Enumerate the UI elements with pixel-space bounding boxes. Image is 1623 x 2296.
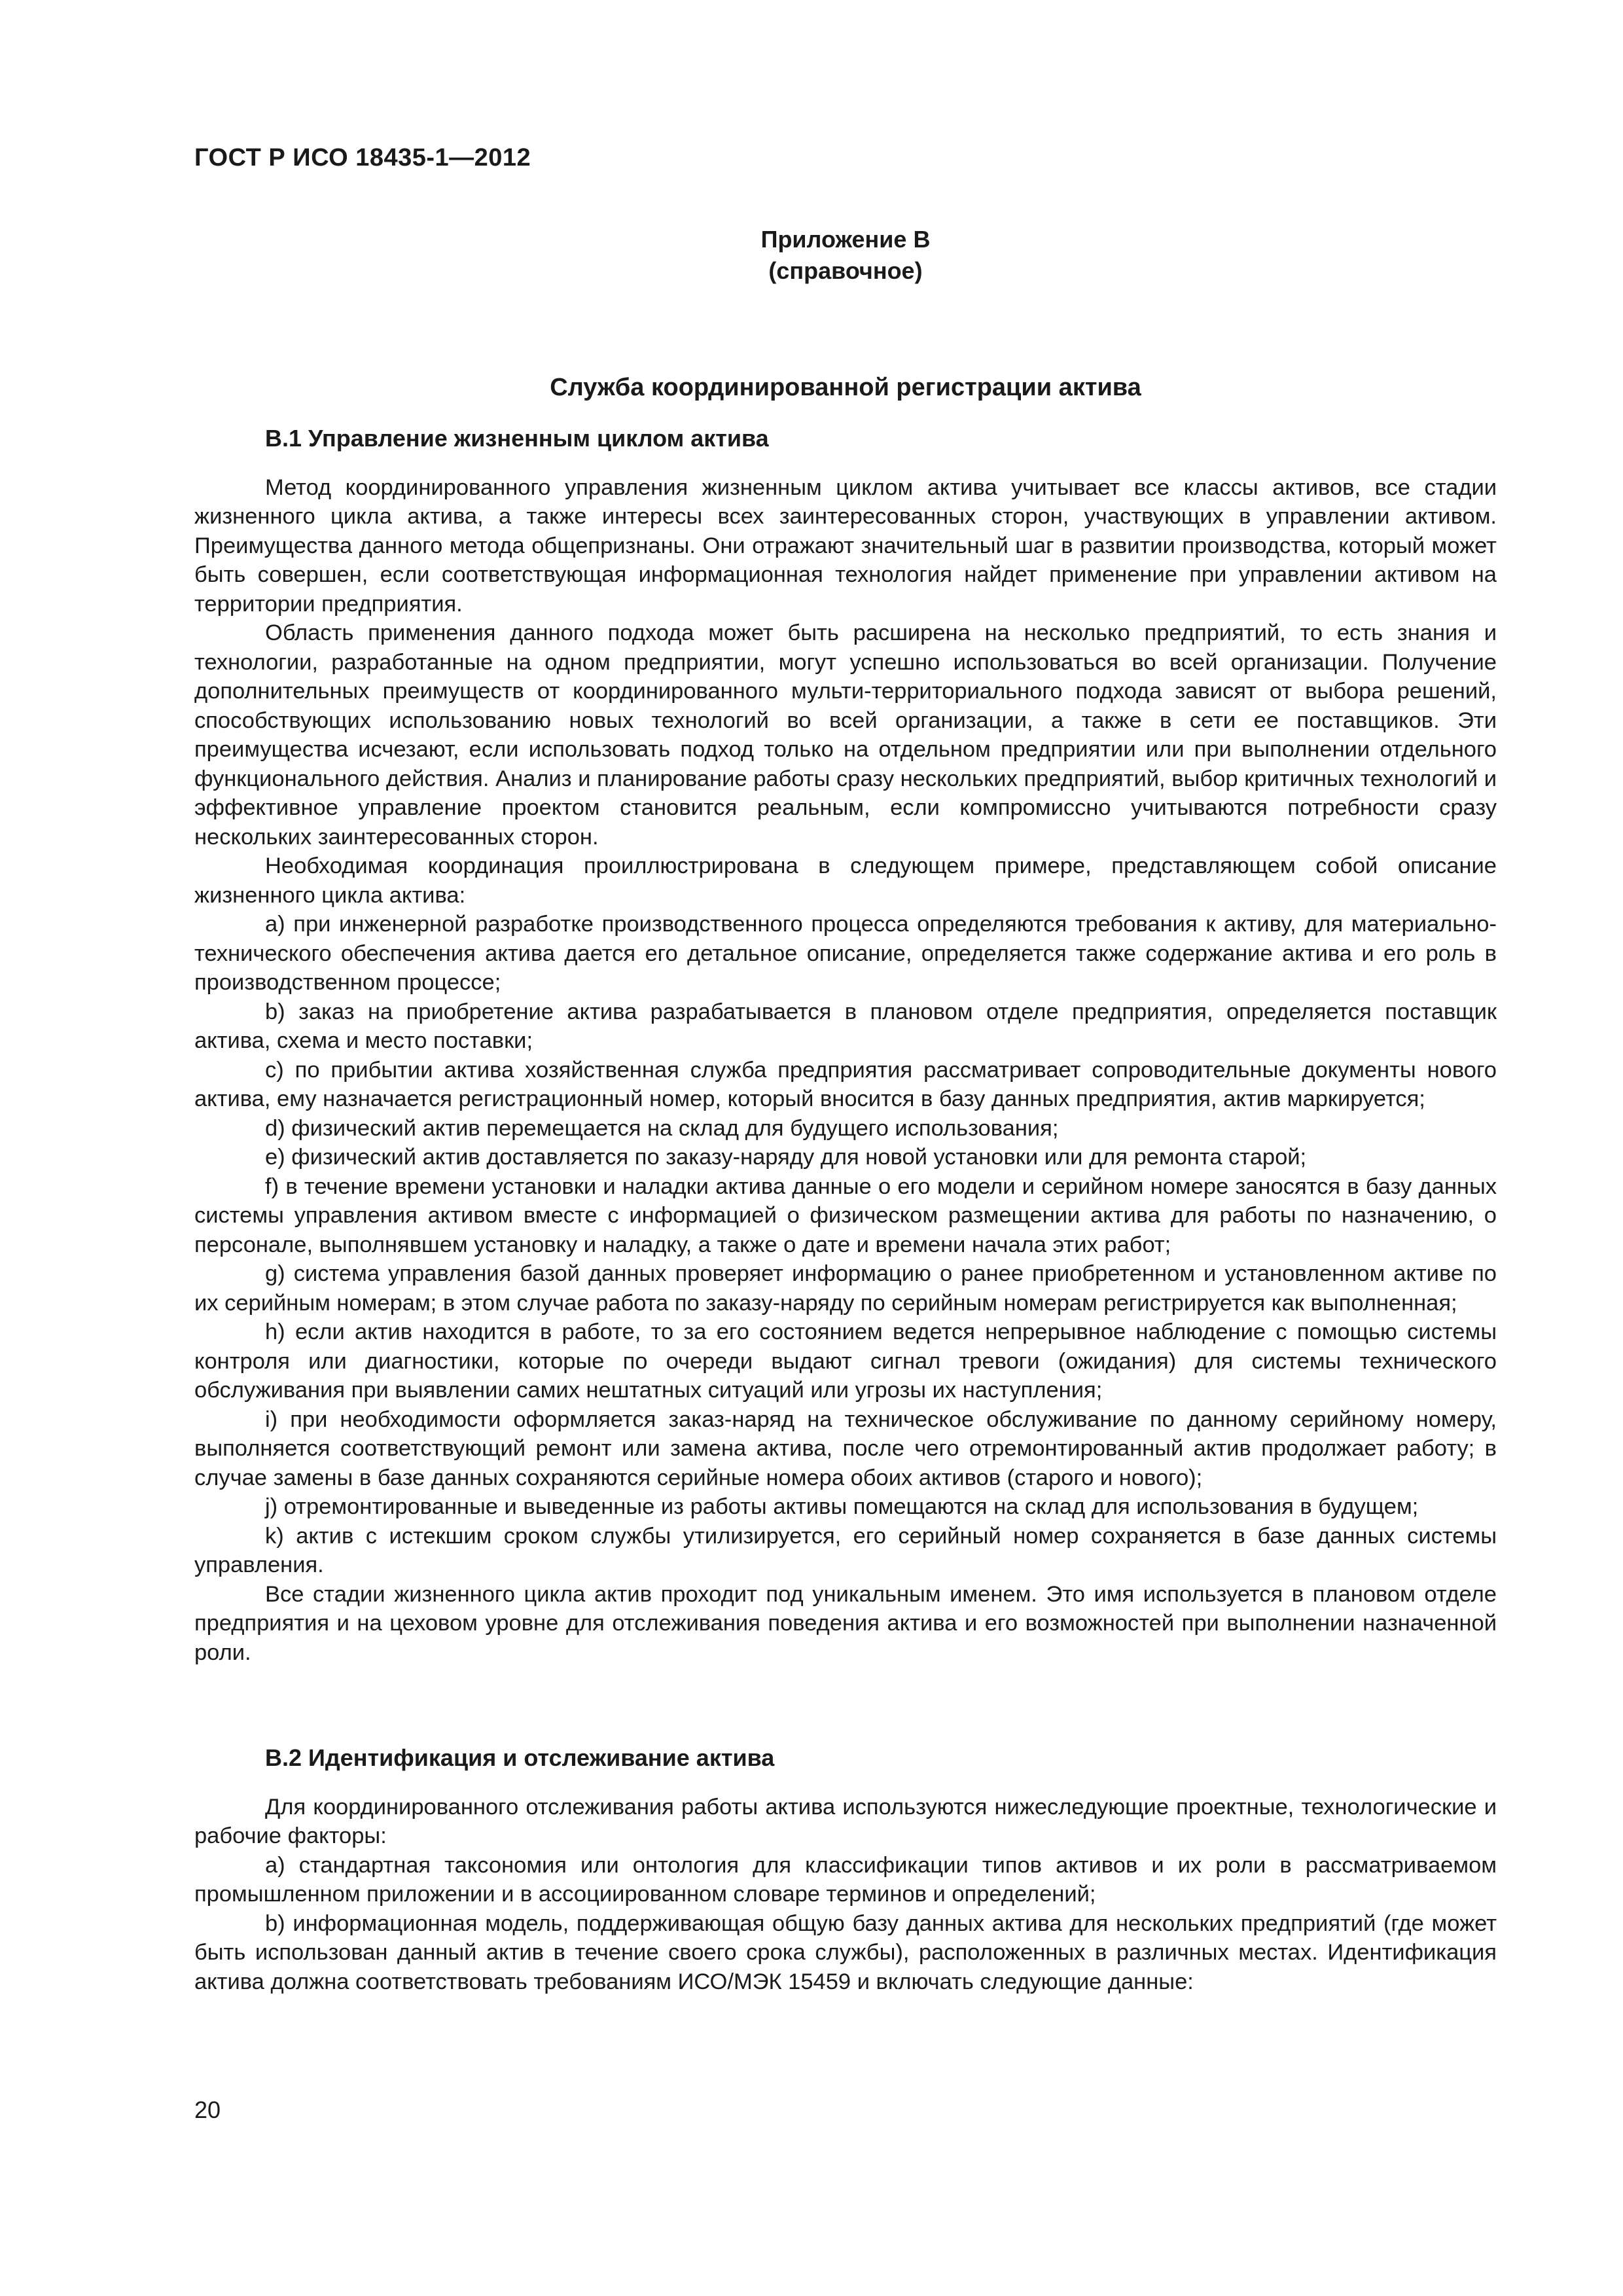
list-item: е) физический актив доставляется по заказу-наряду для новой установки или для ремонта старой; [265,1145,1307,1170]
section-heading: В.1 Управление жизненным циклом актива [265,425,769,452]
list-item: i) при необходимости оформляется заказ-наряд на техническое обслуживание по данному серийному номеру, выполняется соответствующий ремонт или замена актива, после чего отремонтированный актив продолжает работу; в случае замены в базе данных сохраняются серийные номера обоих активов (старого и нового); [194,1407,1497,1490]
section-heading: В.2 Идентификация и отслеживание актива [265,1744,775,1771]
list-item: с) по прибытии актива хозяйственная служба предприятия рассматривает сопроводительные документы нового актива, ему назначается регистрационный номер, который вносится в базу данных предприятия, актив маркируется; [194,1057,1497,1111]
list-item: k) актив с истекшим сроком службы утилизируется, его серийный номер сохраняется в базе данных системы управления. [194,1523,1497,1577]
annex-label: Приложение В [760,226,931,253]
paragraph: Все стадии жизненного цикла актив проходит под уникальным именем. Это имя используется в плановом отделе предприятия и на цеховом уровне для отслеживания поведения актива и его возможностей при выполнении назначенной роли. [194,1581,1497,1665]
list-item: b) заказ на приобретение актива разрабатывается в плановом отделе предприятия, определяется поставщик актива, схема и место поставки; [194,999,1497,1053]
list-item: d) физический актив перемещается на склад для будущего использования; [265,1115,1059,1141]
paragraph: Необходимая координация проиллюстрирована в следующем примере, представляющем собой описание жизненного цикла актива: [194,853,1497,908]
list-item: b) информационная модель, поддерживающая общую базу данных актива для нескольких предприятий (где может быть использован данный актив в течение своего срока службы), расположенных в различных местах. Идентификация актива должна соответствовать требованиям ИСО/МЭК 15459 и включать следующие данные: [194,1910,1497,1994]
paragraph: Для координированного отслеживания работы актива используются нижеследующие проектные, технологические и рабочие факторы: [194,1794,1497,1848]
paragraph: Метод координированного управления жизненным циклом актива учитывает все классы активов, все стадии жизненного цикла актива, а также интересы всех заинтересованных сторон, участвующих в управлении активом. Преимущества данного метода общепризнаны. Они отражают значительный шаг в развитии производства, который может быть совершен, если соответствующая информационная технология найдет применение при управлении активом на территории предприятия. [194,475,1497,617]
list-item: j) отремонтированные и выведенные из работы активы помещаются на склад для использования в будущем; [265,1494,1419,1519]
annex-status: (справочное) [768,257,923,284]
page-number: 20 [194,2096,221,2123]
list-item: g) система управления базой данных проверяет информацию о ранее приобретенном и установленном активе по их серийным номерам; в этом случае работа по заказу-наряду по серийным номерам регистрируется как выполненная; [194,1261,1497,1316]
list-item: а) стандартная таксономия или онтология для классификации типов активов и их роли в рассматриваемом промышленном приложении и в ассоциированном словаре терминов и определений; [194,1852,1497,1907]
list-item: а) при инженерной разработке производственного процесса определяются требования к активу, для материально-технического обеспечения актива дается его детальное описание, определяется также содержание актива и его роль в производственном процессе; [194,912,1497,995]
list-item: f) в течение времени установки и наладки актива данные о его модели и серийном номере заносятся в базу данных системы управления активом вместе с информацией о физическом размещении актива для работы по назначению, о персонале, выполнявшем установку и наладку, а также о дате и времени начала этих работ; [194,1174,1497,1257]
annex-title: Служба координированной регистрации актива [550,374,1141,401]
paragraph: Область применения данного подхода может быть расширена на несколько предприятий, то есть знания и технологии, разработанные на одном предприятии, могут успешно использоваться во всей организации. Получение дополнительных преимуществ от координированного мульти-территориального подхода зависят от выбора решений, способствующих использованию новых технологий во всей организации, а также в сети ее поставщиков. Эти преимущества исчезают, если использовать подход только на отдельном предприятии или при выполнении отдельного функционального действия. Анализ и планирование работы сразу нескольких предприятий, выбор критичных технологий и эффективное управление проектом становится реальным, если компромиссно учитываются потребности сразу нескольких заинтересованных сторон. [194,620,1497,850]
section-b1 [194,424,1497,1667]
document-id-header: ГОСТ Р ИСО 18435-1—2012 [194,144,531,171]
section-b2 [194,1744,1497,1996]
list-item: h) если актив находится в работе, то за его состоянием ведется непрерывное наблюдение с помощью системы контроля или диагностики, которые по очереди выдают сигнал тревоги (ожидания) для системы технического обслуживания при выявлении самих нештатных ситуаций или угрозы их наступления; [194,1319,1497,1403]
annex-heading [194,224,1497,287]
